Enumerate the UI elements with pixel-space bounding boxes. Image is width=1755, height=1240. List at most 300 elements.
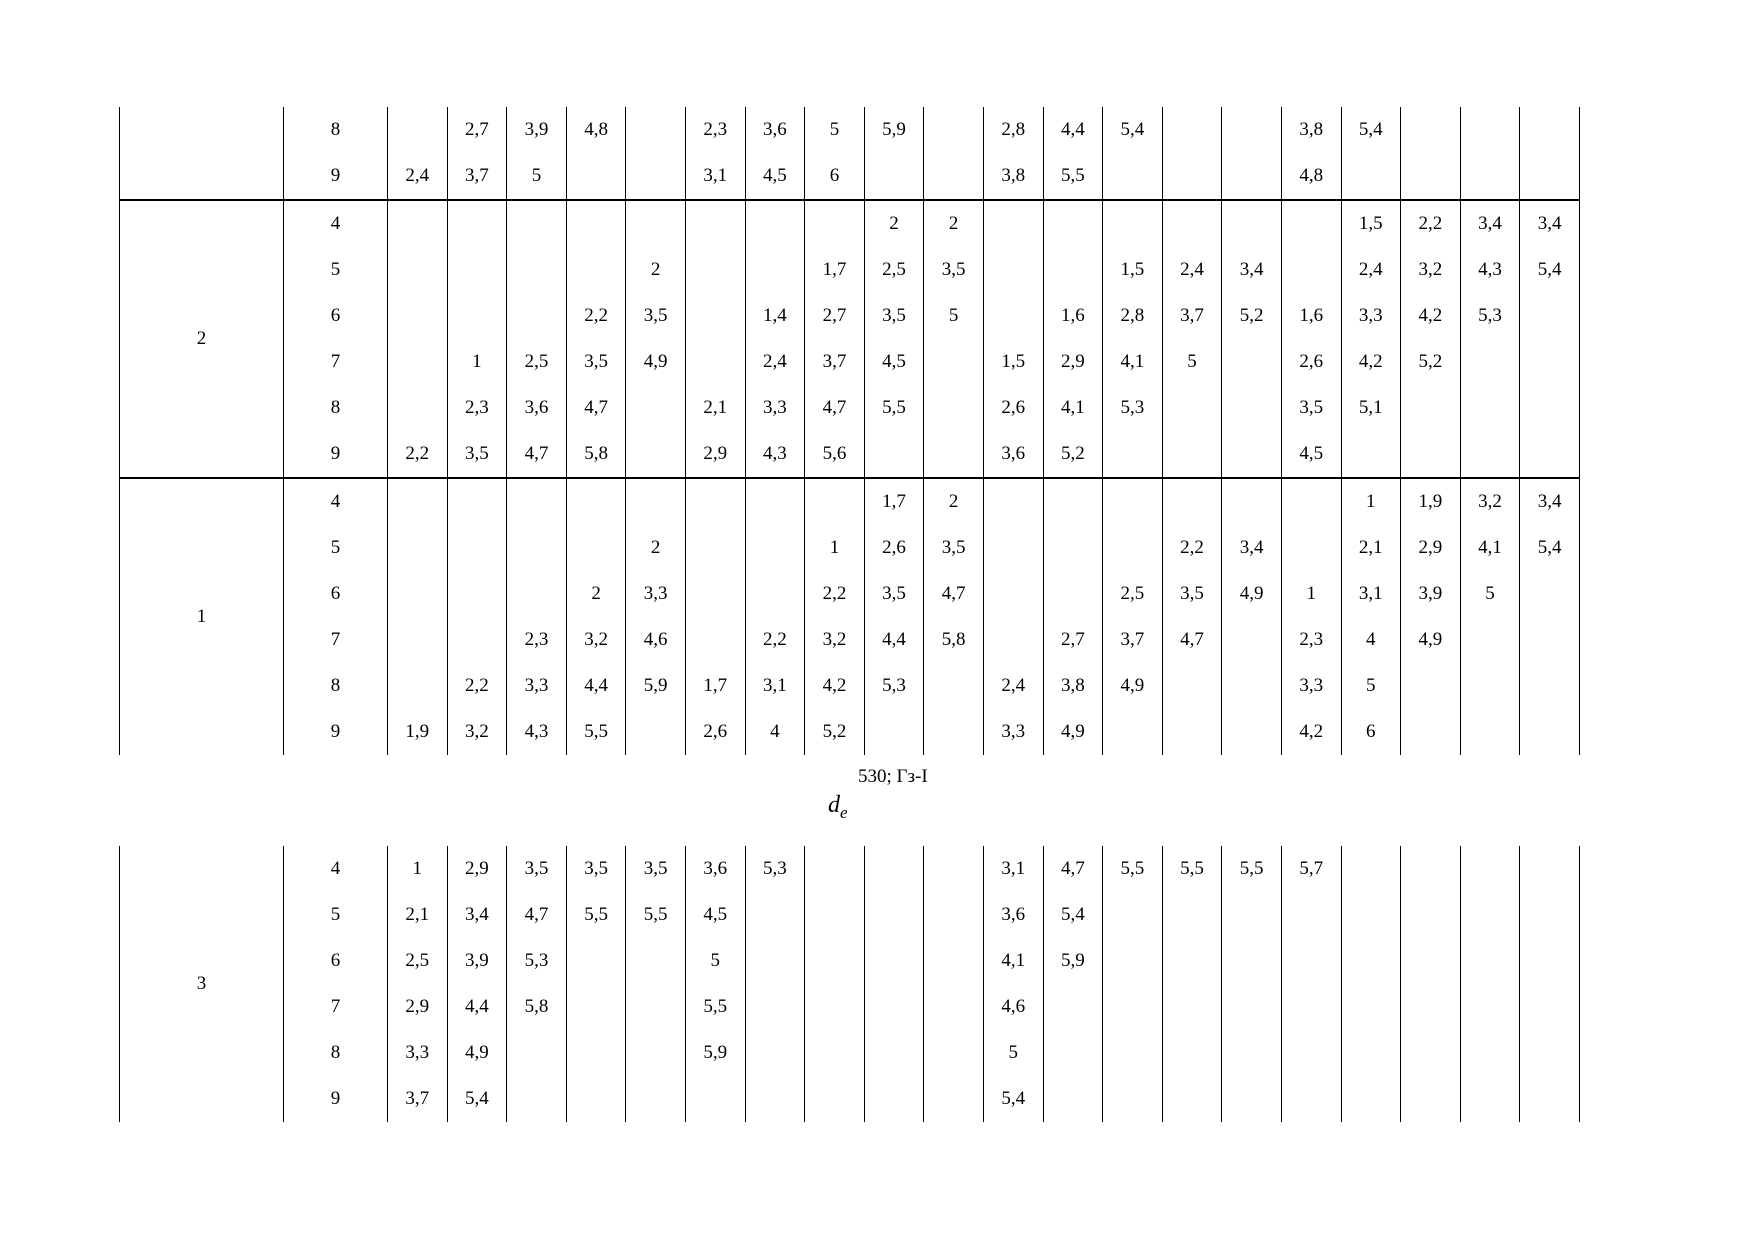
value-cell: 5 [1162, 339, 1222, 385]
value-cell [983, 525, 1043, 571]
value-cell [745, 478, 805, 525]
value-cell: 2,7 [447, 107, 507, 153]
value-cell [1043, 200, 1103, 247]
value-cell: 2,8 [1103, 293, 1163, 339]
value-cell: 5,3 [745, 846, 805, 892]
value-cell [1401, 153, 1461, 200]
value-cell [1520, 892, 1580, 938]
value-cell [388, 525, 448, 571]
value-cell [626, 1030, 686, 1076]
value-cell [685, 525, 745, 571]
value-cell [983, 247, 1043, 293]
value-cell: 5,6 [805, 431, 865, 478]
value-cell [1162, 200, 1222, 247]
value-cell: 2,4 [983, 663, 1043, 709]
value-cell [1460, 984, 1520, 1030]
table-row [120, 293, 1580, 339]
value-cell [924, 663, 984, 709]
value-cell [1222, 1030, 1282, 1076]
value-cell: 4,5 [1281, 431, 1341, 478]
value-cell: 1 [1281, 571, 1341, 617]
table-row [120, 617, 1580, 663]
value-cell: 2 [626, 247, 686, 293]
value-cell [924, 846, 984, 892]
value-cell [507, 525, 567, 571]
value-cell: 3,6 [983, 892, 1043, 938]
value-cell: 1 [388, 846, 448, 892]
value-cell [1341, 1030, 1401, 1076]
value-cell [1520, 938, 1580, 984]
value-cell [1520, 153, 1580, 200]
value-cell [566, 938, 626, 984]
value-cell: 4,5 [745, 153, 805, 200]
value-cell: 5,3 [1460, 293, 1520, 339]
value-cell: 4,7 [1162, 617, 1222, 663]
value-cell [745, 892, 805, 938]
value-cell: 4,9 [1222, 571, 1282, 617]
value-cell [864, 1030, 924, 1076]
value-cell: 5,7 [1281, 846, 1341, 892]
value-cell [1103, 892, 1163, 938]
group-label: 2 [120, 200, 284, 478]
group-label: 3 [120, 846, 284, 1122]
value-cell: 3,5 [1281, 385, 1341, 431]
value-cell [1341, 938, 1401, 984]
table-row [120, 247, 1580, 293]
value-cell [1460, 1030, 1520, 1076]
row-header: 9 [284, 1076, 388, 1122]
value-cell: 5,5 [566, 709, 626, 755]
value-cell: 5 [924, 293, 984, 339]
value-cell: 2,9 [447, 846, 507, 892]
row-header: 8 [284, 1030, 388, 1076]
value-cell: 2,9 [1401, 525, 1461, 571]
value-cell [1341, 892, 1401, 938]
value-cell [1460, 385, 1520, 431]
value-cell [1162, 892, 1222, 938]
value-cell [1222, 153, 1282, 200]
value-cell: 4,1 [1043, 385, 1103, 431]
value-cell: 5 [983, 1030, 1043, 1076]
value-cell [1103, 709, 1163, 755]
value-cell [1222, 478, 1282, 525]
value-cell [805, 1030, 865, 1076]
value-cell: 5,3 [864, 663, 924, 709]
value-cell [864, 153, 924, 200]
value-cell [1162, 1030, 1222, 1076]
value-cell: 2,6 [1281, 339, 1341, 385]
row-header: 9 [284, 709, 388, 755]
value-cell [745, 1076, 805, 1122]
value-cell: 4 [745, 709, 805, 755]
value-cell [1103, 1076, 1163, 1122]
value-cell: 2,3 [447, 385, 507, 431]
value-cell: 3,5 [447, 431, 507, 478]
value-cell [1520, 984, 1580, 1030]
value-cell: 2,2 [566, 293, 626, 339]
value-cell: 2,9 [1043, 339, 1103, 385]
value-cell: 3,6 [745, 107, 805, 153]
value-cell [1281, 1076, 1341, 1122]
value-cell [1222, 709, 1282, 755]
value-cell: 3,1 [745, 663, 805, 709]
value-cell [805, 938, 865, 984]
value-cell: 3,5 [566, 846, 626, 892]
table-row [120, 571, 1580, 617]
value-cell: 2,2 [745, 617, 805, 663]
value-cell [1520, 1076, 1580, 1122]
value-cell: 3,4 [1520, 478, 1580, 525]
value-cell: 4,7 [566, 385, 626, 431]
value-cell: 1,5 [1341, 200, 1401, 247]
value-cell: 4,5 [864, 339, 924, 385]
value-cell [1460, 339, 1520, 385]
value-cell [1520, 571, 1580, 617]
value-cell: 2,6 [685, 709, 745, 755]
value-cell [1162, 478, 1222, 525]
value-cell: 2 [924, 478, 984, 525]
value-cell: 2,1 [685, 385, 745, 431]
value-cell: 2,4 [388, 153, 448, 200]
value-cell [1520, 339, 1580, 385]
value-cell: 3,3 [745, 385, 805, 431]
value-cell: 1,7 [805, 247, 865, 293]
value-cell: 2,3 [507, 617, 567, 663]
table-row [120, 846, 1580, 892]
value-cell [1222, 892, 1282, 938]
value-cell [566, 153, 626, 200]
value-cell [685, 571, 745, 617]
value-cell: 2,3 [1281, 617, 1341, 663]
value-cell: 5,4 [1043, 892, 1103, 938]
value-cell: 3,2 [447, 709, 507, 755]
value-cell [924, 892, 984, 938]
value-cell [1460, 1076, 1520, 1122]
value-cell: 1 [805, 525, 865, 571]
value-cell [447, 525, 507, 571]
value-cell [626, 1076, 686, 1122]
value-cell [1281, 247, 1341, 293]
value-cell [983, 617, 1043, 663]
value-cell [626, 385, 686, 431]
value-cell: 1,7 [864, 478, 924, 525]
value-cell [566, 1076, 626, 1122]
value-cell [388, 617, 448, 663]
value-cell: 5,4 [1520, 247, 1580, 293]
table-heading [828, 766, 1028, 826]
value-cell: 5,2 [805, 709, 865, 755]
value-cell [1043, 525, 1103, 571]
value-cell [1103, 200, 1163, 247]
value-cell [1222, 200, 1282, 247]
value-cell [1520, 107, 1580, 153]
value-cell: 5,9 [864, 107, 924, 153]
value-cell [1043, 1076, 1103, 1122]
value-cell [685, 478, 745, 525]
value-cell: 2,6 [983, 385, 1043, 431]
value-cell: 3,1 [685, 153, 745, 200]
table-row [120, 892, 1580, 938]
value-cell [566, 247, 626, 293]
value-cell: 4,3 [507, 709, 567, 755]
value-cell [1103, 153, 1163, 200]
value-cell [447, 571, 507, 617]
value-cell: 4,4 [864, 617, 924, 663]
value-cell: 4,7 [924, 571, 984, 617]
value-cell [507, 293, 567, 339]
value-cell: 4,1 [1103, 339, 1163, 385]
value-cell: 4,3 [1460, 247, 1520, 293]
value-cell: 2,9 [685, 431, 745, 478]
value-cell: 2 [924, 200, 984, 247]
value-cell: 5,8 [566, 431, 626, 478]
value-cell [864, 938, 924, 984]
value-cell [566, 478, 626, 525]
value-cell: 3,5 [864, 293, 924, 339]
value-cell: 5,5 [1043, 153, 1103, 200]
value-cell [1460, 663, 1520, 709]
value-cell [1103, 1030, 1163, 1076]
value-cell [1520, 1030, 1580, 1076]
value-cell [507, 478, 567, 525]
value-cell: 5,9 [1043, 938, 1103, 984]
value-cell [745, 984, 805, 1030]
value-cell: 3,8 [1281, 107, 1341, 153]
value-cell [388, 385, 448, 431]
value-cell [1222, 663, 1282, 709]
value-cell [924, 107, 984, 153]
value-cell [1103, 525, 1163, 571]
value-cell: 1,6 [1281, 293, 1341, 339]
value-cell: 2,2 [447, 663, 507, 709]
row-header: 4 [284, 200, 388, 247]
value-cell: 2,4 [1341, 247, 1401, 293]
value-cell: 5 [685, 938, 745, 984]
group-label [120, 107, 284, 200]
table-row [120, 107, 1580, 153]
value-cell: 1,4 [745, 293, 805, 339]
value-cell [805, 1076, 865, 1122]
group-label: 1 [120, 478, 284, 755]
value-cell: 2 [626, 525, 686, 571]
value-cell: 4,1 [1460, 525, 1520, 571]
value-cell: 4,2 [805, 663, 865, 709]
value-cell [388, 663, 448, 709]
value-cell [685, 1076, 745, 1122]
value-cell: 4,7 [507, 892, 567, 938]
value-cell: 4,8 [1281, 153, 1341, 200]
value-cell [447, 617, 507, 663]
value-cell [1401, 1030, 1461, 1076]
value-cell: 2 [864, 200, 924, 247]
table-row [120, 1076, 1580, 1122]
value-cell [626, 478, 686, 525]
heading-caption: 530; Гз-I [858, 766, 928, 787]
value-cell [1341, 1076, 1401, 1122]
value-cell: 4,7 [805, 385, 865, 431]
heading-symbol: $d_e$ [828, 792, 848, 822]
value-cell [1162, 153, 1222, 200]
value-cell [626, 938, 686, 984]
value-cell: 5,5 [1103, 846, 1163, 892]
table-row [120, 478, 1580, 525]
value-cell [1162, 1076, 1222, 1122]
value-cell: 5,4 [1103, 107, 1163, 153]
value-cell: 3,9 [1401, 571, 1461, 617]
value-cell [1460, 846, 1520, 892]
value-cell: 5,3 [507, 938, 567, 984]
value-cell [685, 247, 745, 293]
table-row [120, 663, 1580, 709]
value-cell [626, 107, 686, 153]
value-cell [1162, 938, 1222, 984]
value-cell: 2,4 [745, 339, 805, 385]
value-cell [447, 293, 507, 339]
value-cell [1043, 478, 1103, 525]
value-cell: 2,1 [388, 892, 448, 938]
value-cell [685, 339, 745, 385]
value-cell: 5,2 [1401, 339, 1461, 385]
value-cell [566, 525, 626, 571]
value-cell [626, 984, 686, 1030]
value-cell [685, 200, 745, 247]
value-cell: 5 [805, 107, 865, 153]
value-cell: 4,2 [1281, 709, 1341, 755]
value-cell: 5 [507, 153, 567, 200]
value-cell [983, 200, 1043, 247]
value-cell [1281, 1030, 1341, 1076]
table-row [120, 1030, 1580, 1076]
value-cell: 6 [805, 153, 865, 200]
value-cell [566, 984, 626, 1030]
value-cell: 2,8 [983, 107, 1043, 153]
value-cell [924, 1076, 984, 1122]
value-cell [924, 1030, 984, 1076]
value-cell: 3,2 [566, 617, 626, 663]
value-cell: 4,9 [1043, 709, 1103, 755]
value-cell [1103, 431, 1163, 478]
table-row [120, 525, 1580, 571]
table-row [120, 431, 1580, 478]
value-cell: 3,5 [626, 293, 686, 339]
value-cell: 3,2 [1401, 247, 1461, 293]
value-cell: 4,3 [745, 431, 805, 478]
value-cell: 3,7 [447, 153, 507, 200]
value-cell: 3,8 [1043, 663, 1103, 709]
value-cell [1162, 431, 1222, 478]
value-cell: 4,8 [566, 107, 626, 153]
value-cell: 5,4 [447, 1076, 507, 1122]
value-cell: 4,2 [1341, 339, 1401, 385]
value-cell [447, 200, 507, 247]
value-cell [924, 709, 984, 755]
value-cell [1520, 617, 1580, 663]
value-cell [447, 247, 507, 293]
value-cell [1162, 984, 1222, 1030]
value-cell: 2,6 [864, 525, 924, 571]
value-cell [1281, 525, 1341, 571]
value-cell [864, 892, 924, 938]
value-cell [864, 846, 924, 892]
value-cell [805, 846, 865, 892]
value-cell [1162, 663, 1222, 709]
value-cell [1341, 846, 1401, 892]
value-cell [1162, 709, 1222, 755]
value-cell: 5,3 [1103, 385, 1163, 431]
value-cell: 3,5 [924, 525, 984, 571]
value-cell [566, 1030, 626, 1076]
value-cell: 5,5 [626, 892, 686, 938]
value-cell: 3,3 [388, 1030, 448, 1076]
value-cell: 4,1 [983, 938, 1043, 984]
value-cell: 3,3 [1281, 663, 1341, 709]
table-row [120, 938, 1580, 984]
value-cell: 5,5 [566, 892, 626, 938]
table-row [120, 984, 1580, 1030]
value-cell [1460, 153, 1520, 200]
value-cell: 1 [447, 339, 507, 385]
value-cell [983, 571, 1043, 617]
value-cell: 4,2 [1401, 293, 1461, 339]
value-cell [864, 984, 924, 1030]
value-cell [626, 200, 686, 247]
value-cell: 3,1 [983, 846, 1043, 892]
value-cell [1222, 339, 1282, 385]
value-cell [1222, 385, 1282, 431]
row-header: 6 [284, 571, 388, 617]
value-cell [1222, 984, 1282, 1030]
value-cell: 5,2 [1043, 431, 1103, 478]
top-table [119, 107, 1580, 755]
value-cell [1401, 1076, 1461, 1122]
row-header: 5 [284, 525, 388, 571]
row-header: 4 [284, 846, 388, 892]
value-cell [924, 339, 984, 385]
heading-subscript: e [840, 802, 848, 822]
value-cell [1281, 200, 1341, 247]
value-cell [1043, 247, 1103, 293]
value-cell: 4,7 [507, 431, 567, 478]
value-cell: 4,9 [1401, 617, 1461, 663]
value-cell [447, 478, 507, 525]
value-cell [745, 938, 805, 984]
table-row [120, 339, 1580, 385]
value-cell: 1,9 [1401, 478, 1461, 525]
value-cell: 2,2 [805, 571, 865, 617]
value-cell: 3,9 [447, 938, 507, 984]
value-cell: 1,6 [1043, 293, 1103, 339]
value-cell: 3,5 [864, 571, 924, 617]
value-cell: 4 [1341, 617, 1401, 663]
value-cell: 3,4 [447, 892, 507, 938]
value-cell [1103, 478, 1163, 525]
value-cell: 5,4 [1341, 107, 1401, 153]
value-cell: 1,5 [983, 339, 1043, 385]
value-cell: 5,8 [507, 984, 567, 1030]
value-cell: 5,9 [685, 1030, 745, 1076]
row-header: 8 [284, 663, 388, 709]
value-cell [1103, 984, 1163, 1030]
value-cell [388, 200, 448, 247]
value-cell [924, 938, 984, 984]
value-cell [924, 153, 984, 200]
value-cell [924, 431, 984, 478]
value-cell: 3,9 [507, 107, 567, 153]
value-cell [745, 247, 805, 293]
value-cell [1401, 385, 1461, 431]
value-cell: 2,1 [1341, 525, 1401, 571]
value-cell: 2,4 [1162, 247, 1222, 293]
